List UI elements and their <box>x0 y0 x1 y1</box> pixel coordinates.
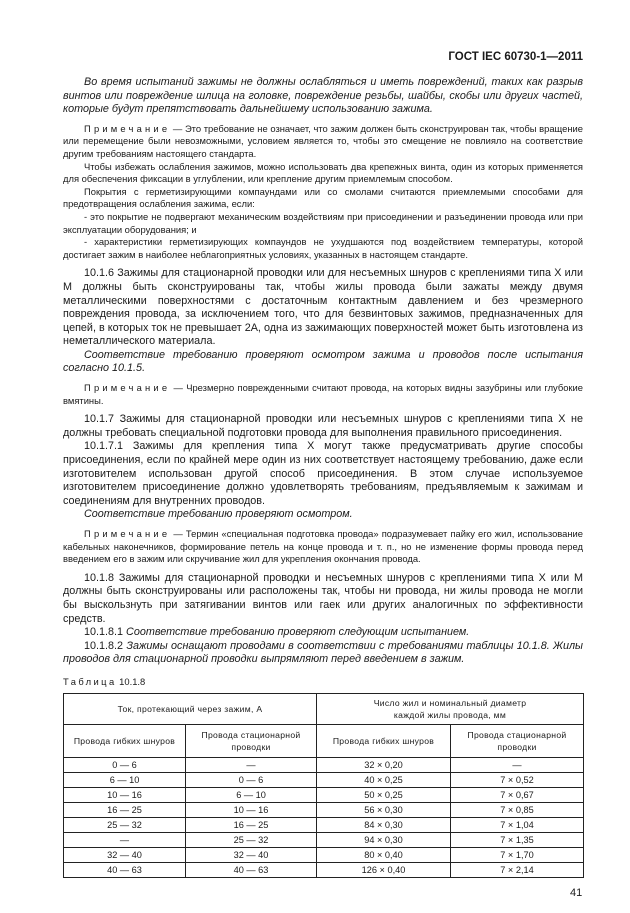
paragraph: 10.1.7 Зажимы для стационарной проводки или несъемных шнуров с креплениями типа X не должны требовать специальной подготовки провода для выполнения правильного присоединения. <box>63 413 583 439</box>
table-cell: 40 — 63 <box>64 862 186 877</box>
table-cell: 7 × 0,67 <box>451 787 584 802</box>
table-cell: 10 — 16 <box>186 802 317 817</box>
note <box>63 382 583 407</box>
clause-text: Зажимы оснащают проводами в соответствии с требованиями таблицы 10.1.8. Жилы проводов для стационарной проводки выпрямляют перед введением в зажим. <box>63 639 583 666</box>
clause-number: 10.1.8.2 <box>84 639 127 652</box>
table-cell: 94 × 0,30 <box>317 832 451 847</box>
table-row <box>64 817 584 832</box>
paragraph: 10.1.7.1 Зажимы для крепления типа X могут также предусматривать другие способы присоединения, если по крайней мере один из них соответствует настоящему требованию, даже если изготовителем использован другой способ присоединения. В этом случае используемое изготовителем присоединение должно удовлетворять требованиям, предъявляемым к зажимам и соединениям для внутренних проводов. <box>63 440 583 507</box>
paragraph: Чтобы избежать ослабления зажимов, можно использовать два крепежных винта, один из которых применяется для обеспечения фиксации в углублении, или крепление другим приемлемым способом. <box>63 160 583 185</box>
note-text: — Чрезмерно поврежденными считают провода, на которых видны зазубрины или глубокие вмятины. <box>63 382 583 406</box>
clause-text: Соответствие требованию проверяют следующим испытанием. <box>126 626 470 639</box>
table-cell: 56 × 0,30 <box>317 802 451 817</box>
table-cell: 0 — 6 <box>186 772 317 787</box>
paragraph: 10.1.8 Зажимы для стационарной проводки и несъемных шнуров с креплениями типа X или M должны быть сконструированы или расположены так, чтобы ни провода, ни жилы провода не могли бы выскользнуть при затягивании винтов или гаек или других аналогичных по эффективности средств. <box>63 571 583 625</box>
table-cell: 40 — 63 <box>186 862 317 877</box>
table-cell: 7 × 0,52 <box>451 772 584 787</box>
table-cell: 10 — 16 <box>64 787 186 802</box>
table-cell: 32 — 40 <box>64 847 186 862</box>
table-cell: 126 × 0,40 <box>317 862 451 877</box>
table-row <box>64 802 584 817</box>
table-row <box>64 832 584 847</box>
paragraph: - характеристики герметизирующих компаундов не ухудшаются под воздействием температуры, которой достигает зажим в наиболее неблагоприятных условиях, указанных в настоящем стандарте. <box>63 236 583 260</box>
paragraph: 10.1.6 Зажимы для стационарной проводки или для несъемных шнуров с креплениями типа X или M должны быть сконструированы так, чтобы жилы провода были зажаты между двумя металлическими поверхностями с достаточным контактным давлением и без чрезмерного повреждения провода, за исключением того, что для безвинтовых зажимов, предназначенных для цепей, в которых ток не превышает 2А, одна из зажимающих поверхностей может быть изготовлена из неметаллического материала. <box>63 267 583 348</box>
paragraph: Покрытия с герметизирующими компаундами или со смолами считаются приемлемыми способами для предотвращения ослабления зажима, если: <box>63 185 583 210</box>
table-cell: 16 — 25 <box>64 802 186 817</box>
table-cell: 16 — 25 <box>186 817 317 832</box>
paragraph: Во время испытаний зажимы не должны ослабляться и иметь повреждений, таких как разрыв винтов или повреждение шлица на головке, повреждение резьбы, шайбы, скобы или других частей, которые будут препятствовать дальнейшему использованию зажима. <box>63 76 583 116</box>
table-cell: 32 × 0,20 <box>317 757 451 772</box>
column-header: Провода стационарной проводки <box>186 724 317 757</box>
table-cell: 40 × 0,25 <box>317 772 451 787</box>
column-header: Провода гибких шнуров <box>64 724 186 757</box>
table-row <box>64 757 584 772</box>
table-cell: — <box>186 757 317 772</box>
table-caption-number: 10.1.8 <box>116 675 146 687</box>
table-caption <box>63 675 583 688</box>
note-text: — Это требование не означает, что зажим должен быть сконструирован так, чтобы вращение или перемещение были невозможными, условием является то, чтобы это смещение не повлияло на соответствие другим требованиям настоящего стандарта. <box>63 122 583 159</box>
table-cell: 7 × 2,14 <box>451 862 584 877</box>
table-row <box>64 787 584 802</box>
table-cell: 7 × 0,85 <box>451 802 584 817</box>
paragraph: Соответствие требованию проверяют осмотром. <box>84 508 353 521</box>
note <box>63 123 583 161</box>
page-body <box>63 76 583 688</box>
note-text: — Термин «специальная подготовка провода» подразумевает пайку его жил, использование кабельных наконечников, формирование петель на конце провода и т. п., но не изменение формы провода перед введением его в зажим или скручивание жил для укрепления окончания провода. <box>63 528 583 565</box>
header-conductors: Число жил и номинальный диаметр каждой жилы провода, мм <box>317 693 584 724</box>
document-header: ГОСТ IEC 60730-1—2011 <box>448 51 583 63</box>
table-cell: — <box>64 832 186 847</box>
table-cell: 25 — 32 <box>64 817 186 832</box>
table-cell: — <box>451 757 584 772</box>
note <box>63 528 583 566</box>
clause-number: 10.1.8.1 <box>84 626 127 639</box>
table-group-header <box>64 693 584 724</box>
table-cell: 6 — 10 <box>186 787 317 802</box>
header-current: Ток, протекающий через зажим, А <box>64 693 317 724</box>
wire-table <box>63 693 584 878</box>
note-label: Примечание <box>84 122 171 134</box>
note-label: Примечание <box>84 528 171 539</box>
page-number: 41 <box>570 886 583 899</box>
table-row <box>64 772 584 787</box>
table-cell: 7 × 1,04 <box>451 817 584 832</box>
column-header: Провода гибких шнуров <box>317 724 451 757</box>
column-header: Провода стационарной проводки <box>451 724 584 757</box>
paragraph <box>63 640 583 667</box>
table-cell: 25 — 32 <box>186 832 317 847</box>
note-label: Примечание <box>84 382 171 394</box>
table-row <box>64 862 584 877</box>
table-cell: 84 × 0,30 <box>317 817 451 832</box>
paragraph: Соответствие требованию проверяют осмотром зажима и проводов после испытания согласно 10.1.5. <box>63 348 583 375</box>
table-cell: 6 — 10 <box>64 772 186 787</box>
table-cell: 32 — 40 <box>186 847 317 862</box>
table-cell: 0 — 6 <box>64 757 186 772</box>
table-cell: 80 × 0,40 <box>317 847 451 862</box>
table-cell: 7 × 1,35 <box>451 832 584 847</box>
table-caption-label: Таблица <box>63 675 117 687</box>
table-cell: 50 × 0,25 <box>317 787 451 802</box>
table-row <box>64 847 584 862</box>
paragraph: - это покрытие не подвергают механическим воздействиям при присоединении и разъединении провода или при эксплуатации оборудования; и <box>63 210 583 235</box>
table-column-header <box>64 724 584 757</box>
paragraph <box>63 626 583 640</box>
table-cell: 7 × 1,70 <box>451 847 584 862</box>
